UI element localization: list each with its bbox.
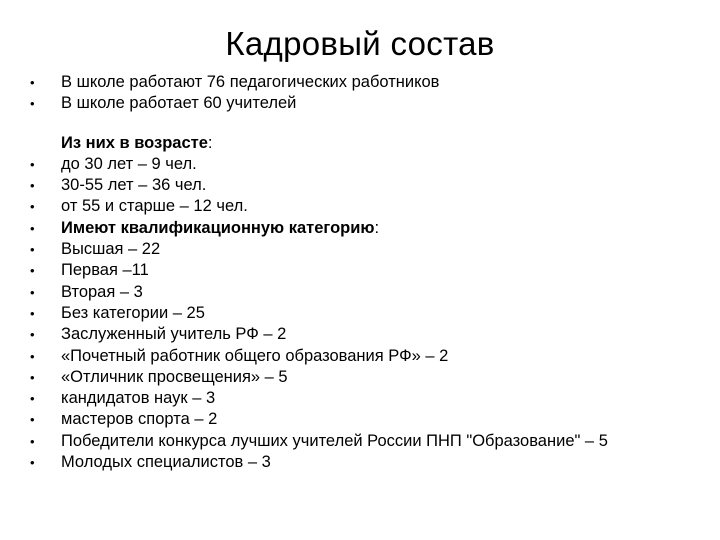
- list-item-text: В школе работает 60 учителей: [61, 94, 297, 113]
- list-item: [30, 324, 710, 345]
- list-item-text: Заслуженный учитель РФ – 2: [61, 325, 287, 344]
- list-item-text: Вторая – 3: [61, 282, 143, 301]
- list-item: [30, 72, 710, 93]
- bullet-icon: •: [30, 96, 35, 112]
- bullet-icon: •: [30, 433, 35, 449]
- list-item: [30, 239, 710, 260]
- bullet-icon: •: [30, 305, 35, 321]
- list-item-text: 30-55 лет – 36 чел.: [61, 176, 207, 195]
- list-item: [30, 409, 710, 430]
- list-item-text: Высшая – 22: [61, 240, 161, 259]
- bullet-icon: •: [30, 75, 35, 90]
- list-item-text: от 55 и старше – 12 чел.: [61, 197, 248, 216]
- bullet-icon: •: [30, 199, 35, 215]
- bullet-icon: •: [30, 327, 35, 343]
- list-item: [30, 367, 710, 388]
- age-subheading-label: Из них в возрасте: [61, 133, 208, 152]
- list-item: [30, 154, 710, 175]
- age-subheading: [30, 133, 710, 154]
- bullet-icon: •: [30, 348, 35, 364]
- list-item: [30, 346, 710, 367]
- list-item-text: мастеров спорта – 2: [61, 410, 218, 429]
- age-subheading-colon: :: [207, 133, 213, 152]
- list-item: [30, 260, 710, 281]
- bullet-icon: •: [30, 156, 35, 172]
- list-item-text: «Отличник просвещения» – 5: [61, 367, 288, 386]
- list-item: [30, 452, 710, 473]
- list-item: [30, 431, 710, 452]
- slide-title: Кадровый состав: [225, 25, 495, 62]
- list-item-text: «Почетный работник общего образования РФ» – 2: [61, 346, 449, 365]
- spacer: [30, 115, 710, 133]
- bullet-icon: •: [30, 391, 35, 407]
- list-item-category-heading: [30, 218, 710, 239]
- bullet-icon: •: [30, 220, 35, 236]
- list-item: [30, 93, 710, 114]
- list-item-text: Без категории – 25: [61, 303, 205, 322]
- category-heading-colon: :: [374, 218, 380, 237]
- bullet-icon: •: [30, 455, 35, 471]
- bullet-icon: •: [30, 242, 35, 258]
- list-item: [30, 175, 710, 196]
- bullet-icon: •: [30, 284, 35, 300]
- category-heading-label: Имеют квалификационную категорию: [61, 218, 375, 237]
- list-item-text: Молодых специалистов – 3: [61, 453, 271, 472]
- bullet-icon: •: [30, 412, 35, 428]
- bullet-icon: •: [30, 369, 35, 385]
- bullet-icon: •: [30, 263, 35, 279]
- list-item-text: В школе работают 76 педагогических работников: [61, 73, 440, 91]
- list-item: [30, 282, 710, 303]
- list-item-text: кандидатов наук – 3: [61, 389, 216, 408]
- list-item-text: Первая –11: [61, 261, 149, 280]
- list-item: [30, 303, 710, 324]
- list-item-text: Победители конкурса лучших учителей России ПНП "Образование" – 5: [61, 431, 608, 450]
- list-item: [30, 388, 710, 409]
- list-item: [30, 196, 710, 217]
- bullet-icon: •: [30, 178, 35, 194]
- list-item-text: до 30 лет – 9 чел.: [61, 154, 197, 173]
- bullet-list: [30, 72, 710, 473]
